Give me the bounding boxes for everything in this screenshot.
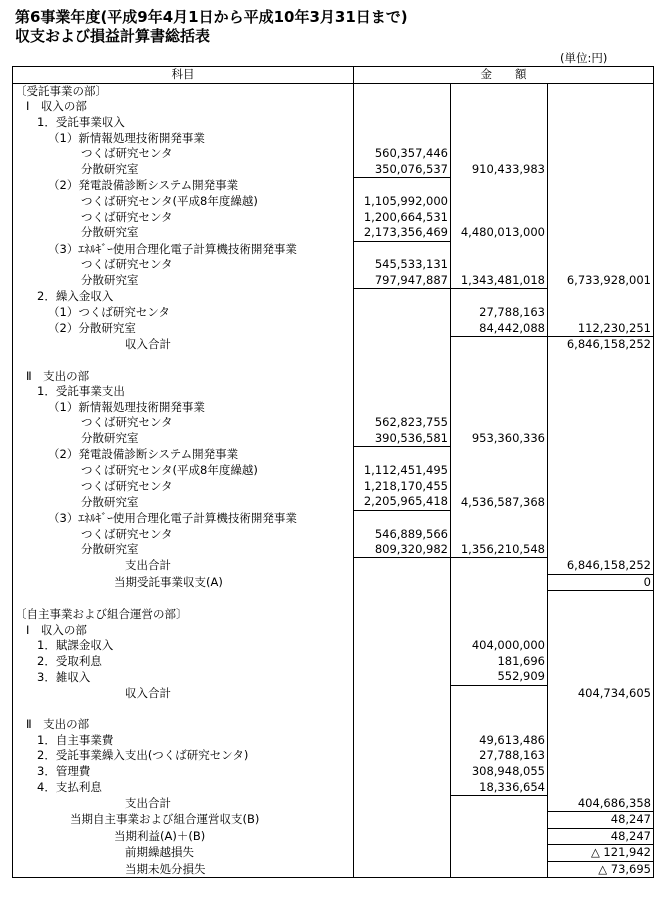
table-row [13, 638, 654, 654]
amount-col-3: 48,247 [548, 811, 654, 828]
amount-col-3 [548, 607, 654, 623]
table-row [13, 717, 654, 733]
table-row [13, 732, 654, 748]
row-label: つくば研究センタ [13, 209, 354, 225]
amount-col-3 [548, 178, 654, 194]
amount-col-1 [354, 337, 451, 353]
row-label: 2．受取利息 [13, 653, 354, 669]
amount-col-2 [451, 607, 548, 623]
amount-col-2 [451, 115, 548, 131]
amount-col-3 [548, 748, 654, 764]
row-label: つくば研究センタ [13, 146, 354, 162]
amount-col-1 [354, 241, 451, 257]
table-row [13, 542, 654, 558]
amount-col-2 [451, 83, 548, 99]
row-label: 3．管理費 [13, 764, 354, 780]
amount-col-3 [548, 415, 654, 431]
amount-col-1 [354, 685, 451, 701]
row-label: （2）発電設備診断システム開発事業 [13, 447, 354, 463]
amount-col-3 [548, 779, 654, 795]
amount-col-2: 27,788,163 [451, 748, 548, 764]
table-row [13, 225, 654, 241]
amount-col-1 [354, 368, 451, 384]
table-row [13, 178, 654, 194]
amount-col-3 [548, 146, 654, 162]
amount-col-1: 562,823,755 [354, 415, 451, 431]
table-row [13, 494, 654, 510]
row-label: 当期未処分損失 [13, 861, 354, 878]
amount-col-2: 1,343,481,018 [451, 273, 548, 289]
table-row [13, 779, 654, 795]
amount-col-3 [548, 289, 654, 305]
amount-col-3 [548, 305, 654, 321]
row-label: Ⅱ 支出の部 [13, 717, 354, 733]
amount-col-3 [548, 447, 654, 463]
table-row [13, 83, 654, 99]
amount-col-1 [354, 289, 451, 305]
row-label: （2）発電設備診断システム開発事業 [13, 178, 354, 194]
amount-col-1 [354, 701, 451, 717]
amount-col-2 [451, 526, 548, 542]
amount-col-2 [451, 257, 548, 273]
table-row [13, 305, 654, 321]
row-label: つくば研究センタ [13, 526, 354, 542]
amount-col-1 [354, 399, 451, 415]
amount-col-1 [354, 828, 451, 845]
amount-col-1 [354, 732, 451, 748]
row-label: 収入合計 [13, 685, 354, 701]
amount-col-2: 404,000,000 [451, 638, 548, 654]
amount-col-3 [548, 717, 654, 733]
row-label: 分散研究室 [13, 542, 354, 558]
amount-col-1 [354, 638, 451, 654]
amount-col-1 [354, 622, 451, 638]
amount-col-3 [548, 83, 654, 99]
table-row [13, 273, 654, 289]
amount-col-1 [354, 305, 451, 321]
row-label: （3）ｴﾈﾙｷﾞｰ使用合理化電子計算機技術開発事業 [13, 510, 354, 526]
amount-col-1: 350,076,537 [354, 162, 451, 178]
table-row [13, 558, 654, 574]
amount-col-2 [451, 717, 548, 733]
amount-col-1: 1,200,664,531 [354, 209, 451, 225]
table-row [13, 845, 654, 862]
table-row [13, 209, 654, 225]
amount-col-1 [354, 353, 451, 369]
amount-col-1: 546,889,566 [354, 526, 451, 542]
header-subject: 科目 [13, 67, 354, 84]
row-label: 〔受託事業の部〕 [13, 83, 354, 99]
amount-col-2 [451, 591, 548, 607]
amount-col-1 [354, 99, 451, 115]
amount-col-1 [354, 861, 451, 878]
amount-col-2: 552,909 [451, 669, 548, 685]
amount-col-3 [548, 510, 654, 526]
amount-col-1 [354, 83, 451, 99]
amount-col-3 [548, 194, 654, 210]
table-body [13, 83, 654, 878]
amount-col-2 [451, 574, 548, 591]
amount-col-3 [548, 399, 654, 415]
amount-col-2 [451, 811, 548, 828]
amount-col-2: 308,948,055 [451, 764, 548, 780]
amount-col-1 [354, 607, 451, 623]
table-row [13, 764, 654, 780]
amount-col-3: 6,846,158,252 [548, 558, 654, 574]
amount-col-1 [354, 795, 451, 811]
amount-col-3 [548, 526, 654, 542]
amount-col-1 [354, 574, 451, 591]
document-title [15, 8, 408, 46]
amount-col-3 [548, 209, 654, 225]
row-label: 4．支払利息 [13, 779, 354, 795]
amount-col-2: 18,336,654 [451, 779, 548, 795]
amount-col-3 [548, 494, 654, 510]
amount-col-3: 48,247 [548, 828, 654, 845]
amount-col-2 [451, 795, 548, 811]
table-row [13, 478, 654, 494]
amount-col-2 [451, 353, 548, 369]
table-row [13, 431, 654, 447]
row-label: 3．雑収入 [13, 669, 354, 685]
table-row [13, 415, 654, 431]
amount-col-2 [451, 399, 548, 415]
row-label: （2）分散研究室 [13, 321, 354, 337]
title-line-2: 収支および損益計算書総括表 [15, 27, 211, 45]
row-label: 収入合計 [13, 337, 354, 353]
table-row [13, 653, 654, 669]
table-row [13, 526, 654, 542]
amount-col-1 [354, 764, 451, 780]
amount-col-2: 4,480,013,000 [451, 225, 548, 241]
amount-col-3: 0 [548, 574, 654, 591]
amount-col-2 [451, 130, 548, 146]
row-label: 1．自主事業費 [13, 732, 354, 748]
table-row [13, 162, 654, 178]
table-row [13, 795, 654, 811]
amount-col-3: 404,686,358 [548, 795, 654, 811]
amount-col-1: 1,105,992,000 [354, 194, 451, 210]
row-label: 分散研究室 [13, 273, 354, 289]
amount-col-2: 49,613,486 [451, 732, 548, 748]
row-label: つくば研究センタ(平成8年度繰越) [13, 194, 354, 210]
amount-col-3: 404,734,605 [548, 685, 654, 701]
row-label [13, 701, 354, 717]
row-label: 1．受託事業支出 [13, 384, 354, 400]
amount-col-2 [451, 701, 548, 717]
amount-col-3 [548, 99, 654, 115]
amount-col-3 [548, 257, 654, 273]
amount-col-3 [548, 115, 654, 131]
amount-col-2: 27,788,163 [451, 305, 548, 321]
table-row [13, 130, 654, 146]
row-label: 当期自主事業および組合運営収支(B) [13, 811, 354, 828]
amount-col-2 [451, 845, 548, 862]
amount-col-3 [548, 478, 654, 494]
amount-col-3 [548, 701, 654, 717]
amount-col-3: 112,230,251 [548, 321, 654, 337]
row-label: 分散研究室 [13, 162, 354, 178]
table-row [13, 574, 654, 591]
amount-col-1 [354, 779, 451, 795]
amount-col-1 [354, 653, 451, 669]
table-row [13, 368, 654, 384]
amount-col-2 [451, 447, 548, 463]
amount-col-2: 1,356,210,548 [451, 542, 548, 558]
amount-col-3 [548, 669, 654, 685]
amount-col-3 [548, 384, 654, 400]
row-label: 分散研究室 [13, 225, 354, 241]
financial-table [12, 66, 654, 878]
amount-col-1 [354, 130, 451, 146]
amount-col-3 [548, 431, 654, 447]
row-label: 分散研究室 [13, 431, 354, 447]
row-label: 1．受託事業収入 [13, 115, 354, 131]
table-row [13, 685, 654, 701]
amount-col-2 [451, 415, 548, 431]
table-row [13, 701, 654, 717]
table-header-row [13, 67, 654, 84]
amount-col-1: 1,112,451,495 [354, 463, 451, 479]
amount-col-1: 2,173,356,469 [354, 225, 451, 241]
row-label: 2．受託事業繰入支出(つくば研究センタ) [13, 748, 354, 764]
row-label: 前期繰越損失 [13, 845, 354, 862]
amount-col-3 [548, 368, 654, 384]
row-label: 〔自主事業および組合運営の部〕 [13, 607, 354, 623]
row-label: Ⅰ 収入の部 [13, 99, 354, 115]
table-row [13, 748, 654, 764]
amount-col-2 [451, 178, 548, 194]
amount-col-2 [451, 241, 548, 257]
amount-col-1 [354, 591, 451, 607]
amount-col-1 [354, 178, 451, 194]
amount-col-1 [354, 115, 451, 131]
table-row [13, 384, 654, 400]
amount-col-2 [451, 828, 548, 845]
amount-col-2 [451, 194, 548, 210]
amount-col-2 [451, 146, 548, 162]
amount-col-1: 560,357,446 [354, 146, 451, 162]
row-label: つくば研究センタ [13, 415, 354, 431]
row-label: （1）新情報処理技術開発事業 [13, 399, 354, 415]
amount-col-2 [451, 558, 548, 574]
row-label: つくば研究センタ(平成8年度繰越) [13, 463, 354, 479]
amount-col-3 [548, 463, 654, 479]
amount-col-2 [451, 478, 548, 494]
row-label: Ⅱ 支出の部 [13, 368, 354, 384]
amount-col-1 [354, 748, 451, 764]
amount-col-2 [451, 622, 548, 638]
amount-col-1: 797,947,887 [354, 273, 451, 289]
amount-col-3 [548, 653, 654, 669]
amount-col-1: 1,218,170,455 [354, 478, 451, 494]
amount-col-2 [451, 209, 548, 225]
table-row [13, 828, 654, 845]
row-label: 支出合計 [13, 558, 354, 574]
amount-col-3: △ 121,942 [548, 845, 654, 862]
amount-col-2: 4,536,587,368 [451, 494, 548, 510]
amount-col-3 [548, 162, 654, 178]
amount-col-2 [451, 337, 548, 353]
amount-col-3 [548, 130, 654, 146]
amount-col-1 [354, 717, 451, 733]
amount-col-2 [451, 861, 548, 878]
table-row [13, 510, 654, 526]
table-row [13, 337, 654, 353]
amount-col-3 [548, 542, 654, 558]
amount-col-2 [451, 384, 548, 400]
amount-col-1 [354, 558, 451, 574]
amount-col-2: 953,360,336 [451, 431, 548, 447]
table-row [13, 463, 654, 479]
amount-col-1 [354, 510, 451, 526]
amount-col-1: 2,205,965,418 [354, 494, 451, 510]
amount-col-3 [548, 622, 654, 638]
amount-col-3 [548, 353, 654, 369]
amount-col-2 [451, 99, 548, 115]
amount-col-1 [354, 669, 451, 685]
amount-col-1: 545,533,131 [354, 257, 451, 273]
header-amount: 金 額 [354, 67, 654, 84]
row-label: 当期受託事業収支(A) [13, 574, 354, 591]
amount-col-2 [451, 510, 548, 526]
amount-col-3 [548, 638, 654, 654]
table-row [13, 861, 654, 878]
table-row [13, 115, 654, 131]
amount-col-1: 390,536,581 [354, 431, 451, 447]
table-row [13, 811, 654, 828]
amount-col-3: 6,846,158,252 [548, 337, 654, 353]
row-label: 分散研究室 [13, 494, 354, 510]
row-label: 支出合計 [13, 795, 354, 811]
row-label: （3）ｴﾈﾙｷﾞｰ使用合理化電子計算機技術開発事業 [13, 241, 354, 257]
table-row [13, 399, 654, 415]
amount-col-1: 809,320,982 [354, 542, 451, 558]
table-row [13, 607, 654, 623]
row-label: （1）つくば研究センタ [13, 305, 354, 321]
amount-col-1 [354, 811, 451, 828]
unit-note: (単位:円) [560, 51, 608, 65]
amount-col-2 [451, 685, 548, 701]
row-label [13, 353, 354, 369]
amount-col-3 [548, 764, 654, 780]
row-label: 当期利益(A)＋(B) [13, 828, 354, 845]
table-row [13, 591, 654, 607]
row-label: Ⅰ 収入の部 [13, 622, 354, 638]
amount-col-3 [548, 225, 654, 241]
amount-col-2: 910,433,983 [451, 162, 548, 178]
row-label: 1．賦課金収入 [13, 638, 354, 654]
table-row [13, 447, 654, 463]
amount-col-1 [354, 384, 451, 400]
title-line-1: 第6事業年度(平成9年4月1日から平成10年3月31日まで) [15, 8, 408, 26]
amount-col-2: 84,442,088 [451, 321, 548, 337]
table-row [13, 194, 654, 210]
amount-col-2: 181,696 [451, 653, 548, 669]
table-row [13, 289, 654, 305]
row-label: つくば研究センタ [13, 478, 354, 494]
amount-col-2 [451, 463, 548, 479]
table-row [13, 257, 654, 273]
amount-col-1 [354, 447, 451, 463]
amount-col-3 [548, 241, 654, 257]
amount-col-3: 6,733,928,001 [548, 273, 654, 289]
amount-col-1 [354, 845, 451, 862]
row-label [13, 591, 354, 607]
table-row [13, 321, 654, 337]
row-label: 2．繰入金収入 [13, 289, 354, 305]
amount-col-3 [548, 591, 654, 607]
row-label: つくば研究センタ [13, 257, 354, 273]
row-label: （1）新情報処理技術開発事業 [13, 130, 354, 146]
table-row [13, 241, 654, 257]
table-row [13, 146, 654, 162]
amount-col-2 [451, 289, 548, 305]
table-row [13, 622, 654, 638]
amount-col-1 [354, 321, 451, 337]
table-row [13, 99, 654, 115]
amount-col-2 [451, 368, 548, 384]
amount-col-3: △ 73,695 [548, 861, 654, 878]
amount-col-3 [548, 732, 654, 748]
table-row [13, 669, 654, 685]
table-row [13, 353, 654, 369]
